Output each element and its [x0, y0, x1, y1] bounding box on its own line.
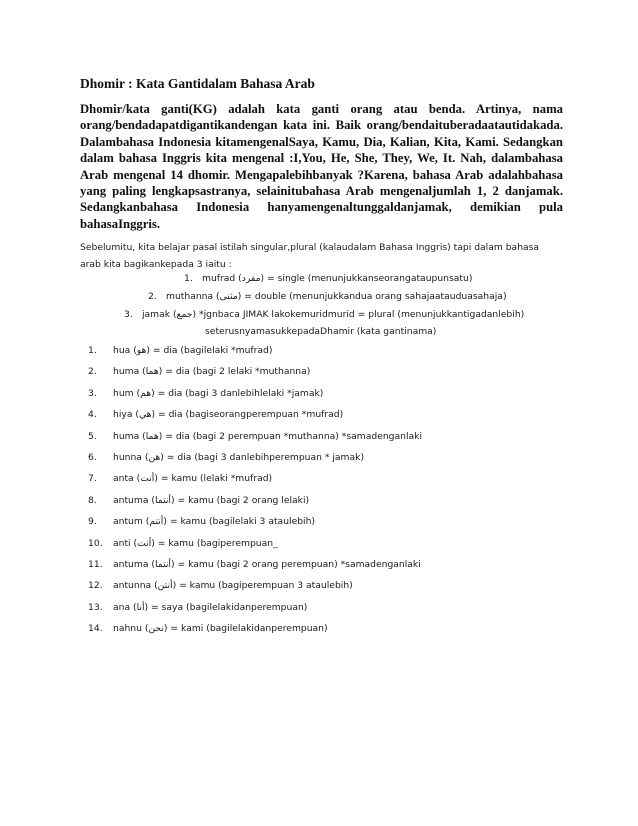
list-item [88, 450, 422, 471]
item-text: huma (هما) = dia (bagi 2 lelaki *muthanna) [113, 366, 311, 378]
item-number: 1. [88, 345, 97, 356]
item-number: 8. [88, 494, 97, 506]
explanation-paragraph [80, 239, 580, 273]
item-text: nahnu (نحن) = kami (bagilelakidanperempuan) [113, 623, 328, 635]
category-item [148, 291, 507, 302]
dhomir-list [88, 343, 422, 642]
paragraph-line: arab kita bagikankepada 3 iaitu : [80, 259, 232, 270]
item-text: huma (هما) = dia (bagi 2 perempuan *muthanna) *samadenganlaki [113, 430, 423, 442]
intro-line: yang paling lengkapsastranya, selainitubahasa Arab mengenaljumlah 1, 2 danjamak. [80, 184, 563, 199]
list-item [88, 386, 422, 407]
item-text: ana (أنا) = saya (bagilelakidanperempuan) [113, 601, 308, 613]
category-number: 2. [148, 291, 157, 302]
list-item [88, 429, 422, 450]
category-item [184, 273, 472, 284]
intro-line: Dhomir/kata ganti(KG) adalah kata ganti orang atau benda. Artinya, nama [80, 102, 563, 116]
item-number: 4. [88, 409, 97, 421]
item-number: 11. [88, 558, 103, 570]
item-text: antum (أنتم) = kamu (bagilelaki 3 ataulebih) [113, 516, 316, 528]
intro-line: orang/bendadapatdigantikandengan kata ini. Baik orang/bendaituberadaatautidakada. [80, 118, 563, 133]
intro-paragraph [80, 101, 563, 232]
list-item [88, 493, 422, 514]
item-number: 14. [88, 623, 103, 635]
category-number: 3. [124, 309, 133, 320]
item-number: 2. [88, 366, 97, 378]
list-item [88, 578, 422, 599]
item-text: antunna (أنتن) = kamu (bagiperempuan 3 ataulebih) [113, 580, 353, 592]
item-text: hum (هم) = dia (bagi 3 danlebihlelaki *jamak) [113, 387, 324, 399]
category-continuation: seterusnyamasukkepadaDhamir (kata gantinama) [205, 326, 437, 337]
document-title: Dhomir : Kata Gantidalam Bahasa Arab [80, 76, 315, 91]
category-text: muthanna (مثنى) = double (menunjukkandua orang sahajaatauduasahaja) [166, 291, 507, 302]
category-text: jamak (جمع) *jgnbaca JIMAK lakokemuridmurid = plural (menunjukkantigadanlebih) [142, 309, 525, 320]
list-item [88, 536, 422, 557]
intro-line: dalam bahasa Inggris kita mengenal :I,You, He, She, They, We, It. Nah, dalambahasa [80, 151, 563, 166]
intro-line: Dalambahasa Indonesia kitamengenalSaya, Kamu, Dia, Kalian, Kita, Kami. Sedangkan [80, 134, 563, 149]
item-number: 9. [88, 516, 97, 528]
item-text: antuma (أنتما) = kamu (bagi 2 orang lelaki) [113, 494, 310, 506]
item-text: antuma (أنتما) = kamu (bagi 2 orang perempuan) *samadenganlaki [113, 558, 421, 570]
item-number: 12. [88, 580, 103, 592]
list-item [88, 621, 422, 642]
list-item [88, 471, 422, 492]
list-item [88, 364, 422, 385]
list-item [88, 343, 422, 364]
paragraph-line: Sebelumitu, kita belajar pasal istilah singular,plural (kalaudalam Bahasa Inggris) tapi dalam bahasa [80, 242, 540, 253]
item-text: anta (أنت) = kamu (lelaki *mufrad) [113, 473, 273, 485]
category-number: 1. [184, 273, 193, 284]
list-item [88, 514, 422, 535]
category-item [124, 309, 524, 320]
list-item [88, 407, 422, 428]
item-number: 3. [88, 387, 97, 399]
item-number: 5. [88, 430, 97, 442]
item-text: hiya (هي) = dia (bagiseorangperempuan *mufrad) [113, 409, 344, 421]
item-number: 13. [88, 601, 103, 613]
intro-line: Sedangkanbahasa Indonesia hanyamengenaltunggaldanjamak, demikian pula [80, 200, 563, 215]
item-number: 7. [88, 473, 97, 485]
item-number: 6. [88, 451, 97, 463]
list-item [88, 600, 422, 621]
category-text: mufrad (مفرد) = single (menunjukkanseorangataupunsatu) [202, 273, 473, 284]
intro-line: Arab mengenal 14 dhomir. Mengapalebihbanyak ?Karena, bahasa Arab adalahbahasa [80, 167, 563, 182]
list-item [88, 557, 422, 578]
item-number: 10. [88, 537, 103, 549]
intro-line: bahasaInggris. [80, 216, 161, 231]
item-text: hunna (هن) = dia (bagi 3 danlebihperempuan * jamak) [113, 451, 365, 463]
item-text: anti (أنت) = kamu (bagiperempuan_ [113, 537, 278, 549]
item-text: hua (هو) = dia (bagilelaki *mufrad) [113, 345, 273, 356]
